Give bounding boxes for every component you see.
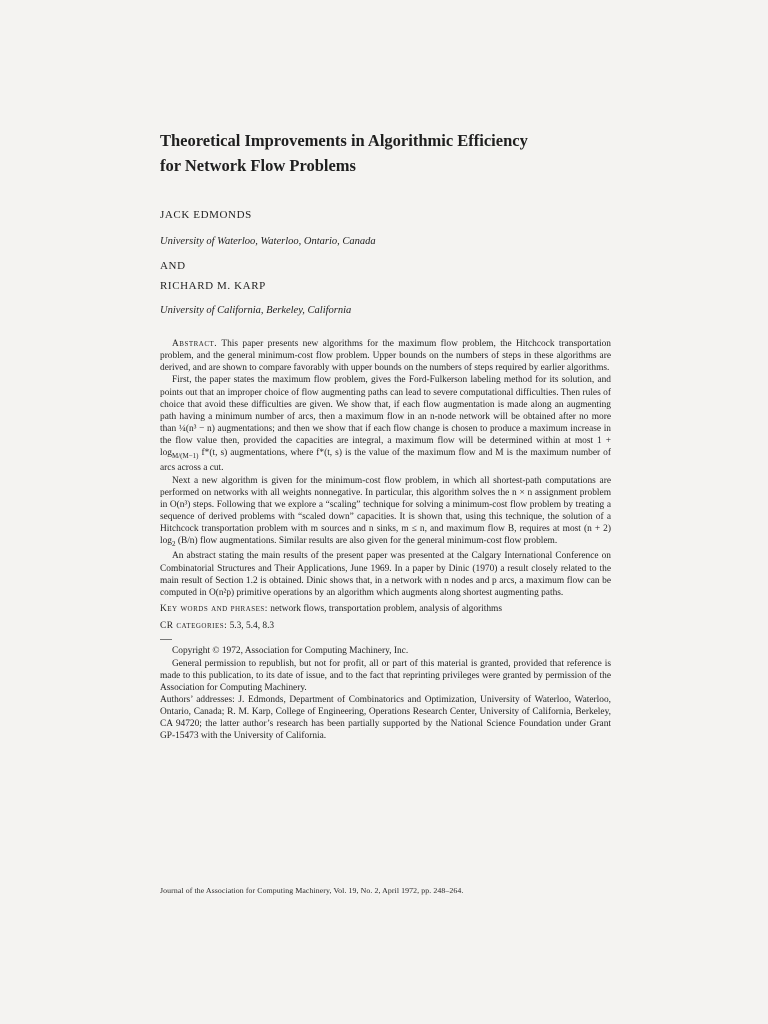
p3-part-b: (B/n) flow augmentations. Similar results are also given for the general minimum-cost flow problem.	[177, 536, 558, 547]
author-2: RICHARD M. KARP	[160, 280, 266, 292]
title-line-2: for Network Flow Problems	[160, 156, 356, 175]
and-separator: AND	[160, 260, 186, 272]
author-1: JACK EDMONDS	[160, 209, 252, 221]
affiliation-2: University of California, Berkeley, California	[160, 305, 352, 316]
abstract-body	[160, 338, 611, 743]
abstract-text-1: This paper presents new algorithms for the maximum flow problem, the Hitchcock transportation problem, and the general minimum-cost flow problem. Upper bounds on the numbers of steps in these algorithms are derived, and are shown to compare favorably with upper bounds on the numbers of steps required by earlier algorithms.	[160, 339, 611, 374]
title-line-1: Theoretical Improvements in Algorithmic Efficiency	[160, 131, 528, 150]
keywords-text: network flows, transportation problem, analysis of algorithms	[270, 604, 502, 615]
p2-part-b: augmentations; and then we show that if each flow change is chosen to produce a maximum increase in the flow value then, provided the capacities are integral, a maximum flow will be determined within at most 1 + log	[160, 424, 611, 459]
permission-notice: General permission to republish, but not for profit, all or part of this material is granted, provided that reference is made to this publication, to its date of issue, and to the fact that reprinting privileges were granted by permission of the Association for Computing Machinery.	[160, 658, 611, 693]
cr-label: CR categories:	[160, 621, 228, 632]
abstract-paragraph-3	[160, 475, 611, 551]
keywords-line	[160, 603, 611, 615]
copyright-notice: Copyright © 1972, Association for Computing Machinery, Inc.	[172, 646, 409, 657]
authors-addresses: Authors’ addresses: J. Edmonds, Department of Combinatorics and Optimization, University of Waterloo, Waterloo, Ontario, Canada; R. M. Karp, College of Engineering, Operations Research Center, University of California, Berkeley, CA 94720; the latter author’s research has been partially supported by the National Science Foundation under Grant GP-15473 with the University of California.	[160, 694, 611, 742]
cr-values: 5.3, 5.4, 8.3	[229, 621, 275, 632]
abstract-label: Abstract.	[172, 339, 218, 349]
p2-fraction: ¼(n³ − n)	[178, 424, 215, 435]
p2-part-c: f*(t, s) augmentations, where f*(t, s) is the value of the maximum flow and M is the maximum number of arcs across a cut.	[160, 448, 611, 474]
p3-log-base: 2	[171, 540, 176, 549]
abstract-paragraph-2	[160, 374, 611, 474]
journal-footer: Journal of the Association for Computing Machinery, Vol. 19, No. 2, April 1972, pp. 248–264.	[160, 886, 464, 895]
footnote-divider	[160, 639, 172, 640]
affiliation-1: University of Waterloo, Waterloo, Ontario, Canada	[160, 236, 376, 247]
p3-part-a: Next a new algorithm is given for the minimum-cost flow problem, in which all shortest-path computations are performed on networks with all weights nonnegative. In particular, this algorithm solves the n × n assignment problem in O(n³) steps. Following that we explore a “scaling” technique for solving a minimum-cost flow problem by treating a sequence of derived problems with “scaled down” capacities. It is shown that, using this technique, the solution of a Hitchcock transportation problem with m sources and n sinks, m ≤ n, and maximum flow B, requires at most (n + 2) log	[160, 475, 611, 547]
cr-categories-line	[160, 620, 611, 632]
p2-log-base: M/(M−1)	[171, 452, 199, 461]
abstract-paragraph-1	[160, 338, 611, 374]
p2-part-a: First, the paper states the maximum flow problem, gives the Ford-Fulkerson labeling method for its solution, and points out that an improper choice of flow augmenting paths can lead to severe computational difficulties. Then rules of choice that avoid these difficulties are given. We show that, if each flow augmentation is made along an augmenting path having a minimum number of arcs, then a maximum flow in an n-node network will be obtained after no more than	[160, 375, 611, 435]
keywords-label: Key words and phrases:	[160, 604, 268, 615]
abstract-paragraph-4: An abstract stating the main results of the present paper was presented at the Calgary International Conference on Combinatorial Structures and Their Applications, June 1969. In a paper by Dinic (1970) a result closely related to the main result of Section 1.2 is obtained. Dinic shows that, in a network with n nodes and p arcs, a maximum flow can be computed in O(n²p) primitive operations by an algorithm which augments along shortest augmenting paths.	[160, 551, 611, 598]
paper-title	[160, 128, 630, 178]
